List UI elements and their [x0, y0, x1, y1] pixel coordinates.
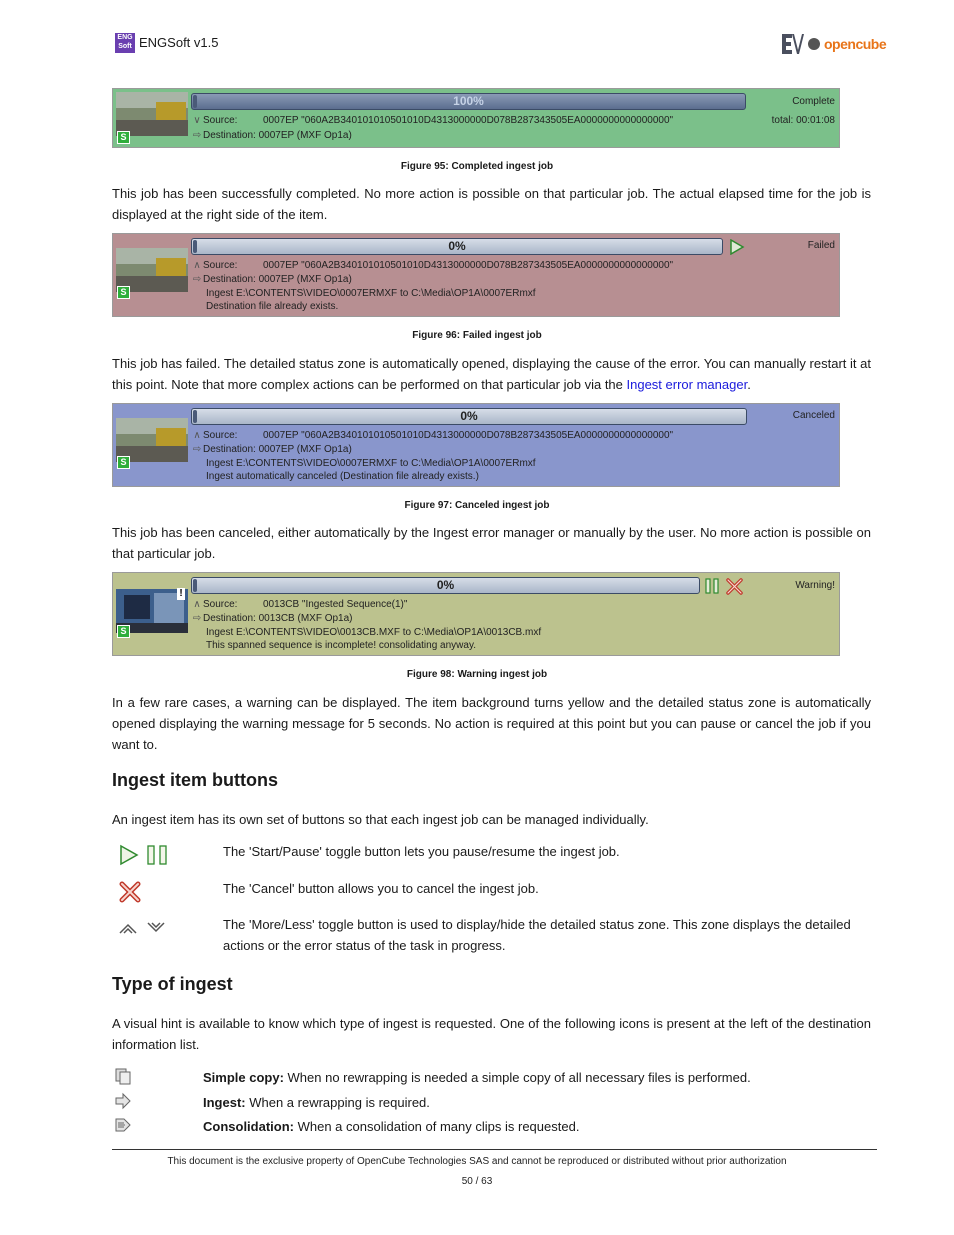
footer-divider — [112, 1149, 877, 1150]
detail-error: This spanned sequence is incomplete! consolidating anyway. — [206, 640, 476, 651]
footer-notice: This document is the exclusive property of OpenCube Technologies SAS and cannot be reproduced or distributed without prior authorization — [167, 1156, 787, 1167]
paragraph: An ingest item has its own set of buttons so that each ingest job can be managed individually. — [112, 812, 649, 827]
figure-caption: Figure 98: Warning ingest job — [406, 669, 548, 680]
paragraph: A visual hint is available to know which type of ingest is requested. One of the following icons is present at the left of the destination information list. — [112, 1016, 871, 1052]
pause-button-icon[interactable] — [704, 578, 720, 594]
ingest-arrow-icon: ⇨ — [192, 444, 202, 455]
status-s-icon: S — [117, 456, 130, 469]
ingest-type-row: Simple copy: When no rewrapping is needed a simple copy of all necessary files is performed. — [112, 1067, 871, 1088]
opencube-mark-icon — [808, 38, 820, 50]
button-description-row: The 'Cancel' button allows you to cancel the ingest job. — [112, 878, 871, 902]
cancel-button-icon[interactable] — [726, 578, 743, 595]
detail-error: Ingest automatically canceled (Destination file already exists.) — [206, 471, 479, 482]
ingest-arrow-icon: ⇨ — [192, 130, 202, 141]
section-heading: Type of ingest — [112, 974, 233, 994]
progress-bar: 0% — [191, 577, 700, 594]
elapsed-time: total: 00:01:08 — [771, 115, 835, 126]
start-pause-icon — [118, 844, 174, 866]
figure-caption: Figure 95: Completed ingest job — [400, 161, 554, 172]
ingest-type-row: Consolidation: When a consolidation of many clips is requested. — [112, 1116, 871, 1137]
status-text: Failed — [807, 240, 835, 251]
page-number: 50 / 63 — [461, 1176, 493, 1187]
status-text: Complete — [792, 96, 835, 107]
chevron-up-icon[interactable]: ∧ — [193, 260, 201, 271]
progress-bar: 0% — [191, 238, 723, 255]
progress-bar: 0% — [191, 408, 747, 425]
simple-copy-icon — [114, 1067, 132, 1085]
paragraph: This job has failed. The detailed status zone is automatically opened, displaying the cause of the error. You can manually restart it at this point. Note that more complex actions can be performed on that particular job via the Ingest error manager. — [112, 356, 871, 392]
evs-logo-icon — [782, 32, 804, 56]
opencube-wordmark: opencube — [824, 36, 887, 52]
detail-action: Ingest E:\CONTENTS\VIDEO\0013CB.MXF to C:\Media\OP1A\0013CB.mxf — [206, 627, 542, 638]
figure-caption: Figure 96: Failed ingest job — [412, 330, 542, 341]
section-heading: Ingest item buttons — [112, 770, 278, 790]
progress-bar: 100% — [191, 93, 746, 110]
job-item-warning[interactable]: ! S 0% ∧ Source: 0013CB "Ingested Sequence(1)" ⇨ Destination: 0013CB (MXF Op1a) Ingest E:\CONTENTS\VIDEO\0013CB.MXF to C:\Media\OP1A\0013CB.mxf This spanned sequence is incomplete! consolidating anyway. Warning! — [112, 572, 840, 656]
button-description-row: The 'Start/Pause' toggle button lets you pause/resume the ingest job. — [112, 841, 871, 865]
document-title: ENGSoft v1.5 — [139, 35, 219, 50]
status-s-icon: S — [117, 625, 130, 638]
ingest-arrow-icon: ⇨ — [192, 613, 202, 624]
status-text: Canceled — [792, 410, 835, 421]
ingest-arrow-icon — [114, 1092, 132, 1110]
job-item-failed[interactable]: S 0% ∧ Source: 0007EP "060A2B340101010501010D4313000000D078B287343505EA0000000000000000" ⇨ Destination: 0007EP (MXF Op1a) Ingest E:\CONTENTS\VIDEO\0007ERMXF to C:\Media\OP1A\0007ERmxf Destination file already exists. Failed — [112, 233, 840, 317]
status-s-icon: S — [117, 131, 130, 144]
video-thumbnail — [116, 92, 188, 136]
paragraph: This job has been successfully completed. No more action is possible on that particular job. The actual elapsed time for the job is displayed at the right side of the item. — [112, 186, 871, 222]
status-text: Warning! — [795, 580, 835, 591]
start-button-icon[interactable] — [729, 239, 745, 255]
detail-action: Ingest E:\CONTENTS\VIDEO\0007ERMXF to C:\Media\OP1A\0007ERmxf — [206, 288, 536, 299]
button-description-row: The 'More/Less' toggle button is used to display/hide the detailed status zone. This zone displays the detailed actions or the error status of the task in progress. — [112, 914, 871, 958]
ingest-arrow-icon: ⇨ — [192, 274, 202, 285]
chevron-down-icon[interactable]: ∨ — [193, 115, 201, 126]
job-item-canceled[interactable]: S 0% ∧ Source: 0007EP "060A2B340101010501010D4313000000D078B287343505EA0000000000000000" ⇨ Destination: 0007EP (MXF Op1a) Ingest E:\CONTENTS\VIDEO\0007ERMXF to C:\Media\OP1A\0007ERmxf Ingest automatically canceled (Destination file already exists.) Canceled — [112, 403, 840, 487]
detail-error: Destination file already exists. — [206, 301, 339, 312]
status-s-icon: S — [117, 286, 130, 299]
engsoft-logo: ENG Soft — [115, 33, 135, 53]
job-item-completed[interactable]: S 100% ∨ Source: 0007EP "060A2B340101010501010D4313000000D078B287343505EA0000000000000000" ⇨ Destination: 0007EP (MXF Op1a) Complete total: 00:01:08 — [112, 88, 840, 148]
detail-action: Ingest E:\CONTENTS\VIDEO\0007ERMXF to C:\Media\OP1A\0007ERmxf — [206, 458, 536, 469]
chevron-up-icon[interactable]: ∧ — [193, 599, 201, 610]
warning-icon: ! — [177, 588, 185, 600]
cancel-icon — [118, 880, 142, 904]
more-less-icon — [118, 920, 170, 936]
brand-logo — [782, 32, 886, 56]
paragraph: In a few rare cases, a warning can be displayed. The item background turns yellow and the detailed status zone is automatically opened displaying the warning message for 5 seconds. No action is required at this point but you can pause or cancel the job if you want to. — [112, 695, 871, 752]
figure-caption: Figure 97: Canceled ingest job — [404, 500, 550, 511]
ingest-type-row: Ingest: When a rewrapping is required. — [112, 1092, 871, 1113]
consolidation-icon — [114, 1116, 132, 1134]
chevron-up-icon[interactable]: ∧ — [193, 430, 201, 441]
paragraph: This job has been canceled, either automatically by the Ingest error manager or manually by the user. No more action is possible on that particular job. — [112, 525, 871, 561]
ingest-error-manager-link[interactable]: Ingest error manager — [626, 377, 748, 392]
